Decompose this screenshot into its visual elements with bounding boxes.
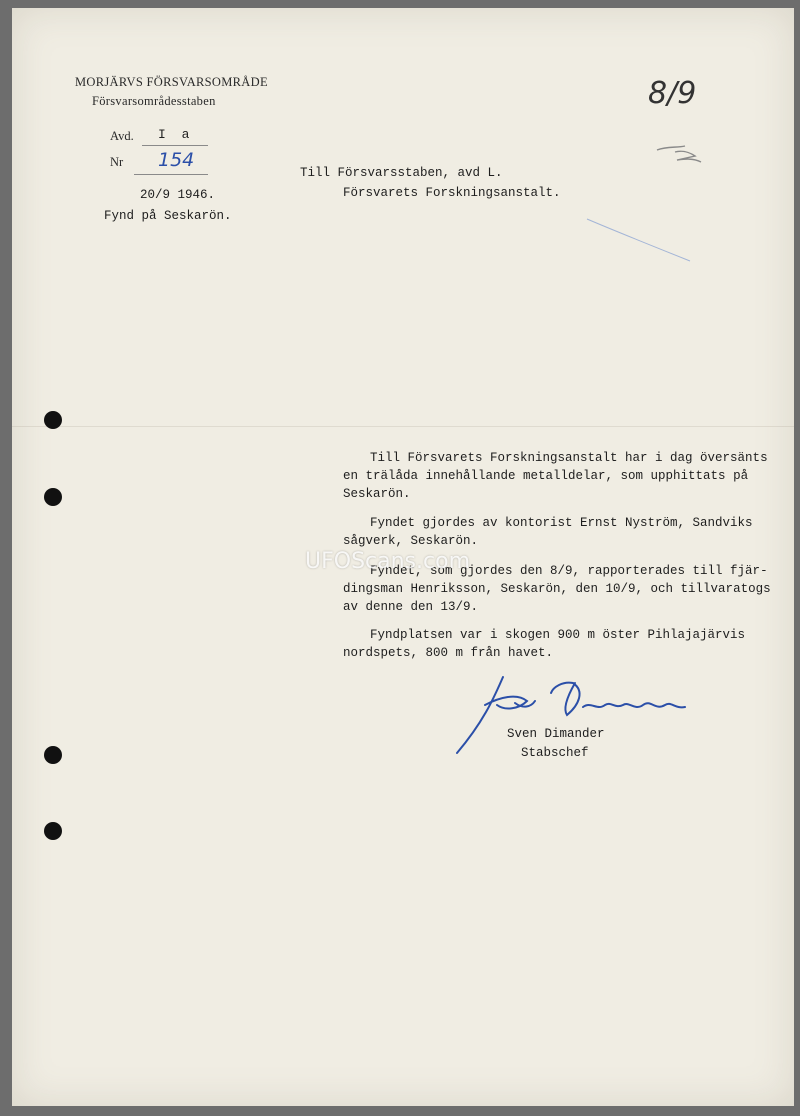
document-subject: Fynd på Seskarön. [104,209,232,223]
letterhead-organization: MORJÄRVS FÖRSVARSOMRÅDE [75,75,268,89]
nr-underline [134,174,208,175]
signatory-name: Sven Dimander [507,727,605,741]
body-line: Fyndet, som gjordes den 8/9, rapporterades till fjär- [370,564,768,578]
punch-hole [44,746,62,764]
body-line: nordspets, 800 m från havet. [343,646,554,660]
avd-underline [142,145,208,146]
body-line: Till Försvarets Forskningsanstalt har i dag översänts [370,451,768,465]
punch-hole [44,411,62,429]
signatory-title: Stabschef [521,746,589,760]
punch-hole [44,488,62,506]
document-date: 20/9 1946. [140,188,216,202]
body-line: av denne den 13/9. [343,600,479,614]
recipient-line-1: Till Försvarsstaben, avd L. [300,166,503,180]
pen-stroke [585,215,695,265]
body-line: Seskarön. [343,487,411,501]
body-line: Fyndet gjordes av kontorist Ernst Nyström, Sandviks [370,516,753,530]
recipient-line-2: Försvarets Forskningsanstalt. [343,186,561,200]
punch-hole [44,822,62,840]
body-line: sågverk, Seskarön. [343,534,479,548]
paper-fold [12,426,794,427]
watermark: UFOScans.com [305,549,470,574]
handwritten-annotation: 8/9 [648,76,697,111]
letterhead-staff: Försvarsområdesstaben [92,94,216,108]
nr-label: Nr [110,155,124,169]
body-line: dingsman Henriksson, Seskarön, den 10/9, och tillvaratogs [343,582,771,596]
nr-value: 154 [158,149,195,171]
scribble-mark [655,140,705,170]
avd-value: I a [158,127,194,142]
body-line: Fyndplatsen var i skogen 900 m öster Pihlajajärvis [370,628,746,642]
body-line: en trälåda innehållande metalldelar, som upphittats på [343,469,749,483]
avd-label: Avd. [110,129,134,143]
